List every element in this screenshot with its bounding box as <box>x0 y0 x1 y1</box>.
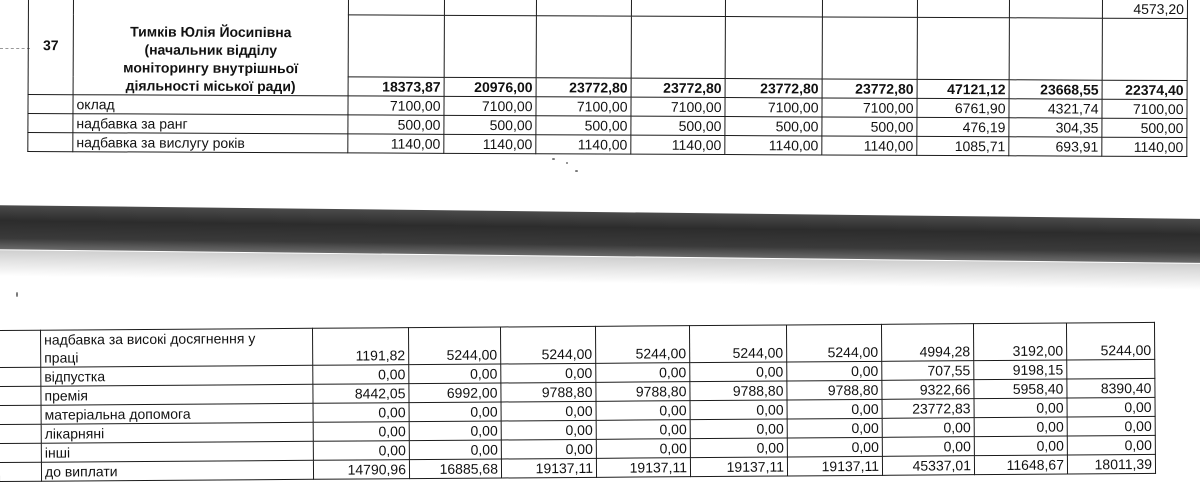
scan-speck <box>552 158 555 160</box>
row-label: до виплати <box>41 460 313 481</box>
table-cell: 1140,00 <box>444 134 536 153</box>
row-number: 37 <box>28 0 73 95</box>
table-cell <box>0 443 41 462</box>
table-cell: 9198,15 <box>974 360 1067 380</box>
table-cell <box>28 95 73 114</box>
table-cell: 4994,28 <box>881 324 973 362</box>
table-cell: 1140,00 <box>1102 137 1187 156</box>
table-cell: 0,00 <box>409 421 501 441</box>
table-cell: 8442,05 <box>313 384 409 404</box>
table-cell <box>725 17 822 79</box>
table-cell: 1191,82 <box>312 328 408 366</box>
table-cell: 5244,00 <box>595 326 689 364</box>
table-cell: 7100,00 <box>631 97 725 116</box>
table-cell: 19137,11 <box>787 456 882 476</box>
table-cell <box>1009 0 1102 18</box>
employee-name: Тимків Юлія Йосипівна <box>130 23 292 41</box>
table-cell: 500,00 <box>822 117 917 136</box>
employee-position-line: діяльності міської ради) <box>125 77 296 95</box>
table-cell: 18011,39 <box>1067 454 1155 474</box>
table-cell: 500,00 <box>1102 118 1187 137</box>
table-cell <box>631 16 725 78</box>
table-cell <box>0 462 42 481</box>
table-cell: 0,00 <box>596 439 690 459</box>
table-cell <box>348 15 444 77</box>
table-cell: 5244,00 <box>786 324 881 362</box>
table-cell: 693,91 <box>1009 137 1102 156</box>
table-cell: 1140,00 <box>725 136 822 155</box>
table-cell: 7100,00 <box>444 96 536 115</box>
table-cell: 0,00 <box>409 364 501 384</box>
table-cell: 6761,90 <box>917 98 1009 117</box>
table-cell <box>0 386 41 405</box>
table-cell: 7100,00 <box>1102 99 1187 118</box>
table-cell: 1140,00 <box>348 134 444 153</box>
table-cell: 0,00 <box>1067 397 1155 417</box>
row-label: матеріальна допомога <box>41 403 313 424</box>
salary-table-bottom <box>0 322 1156 482</box>
table-cell: 23772,83 <box>882 399 974 419</box>
scan-speck <box>575 170 578 172</box>
table-cell: 7100,00 <box>348 96 444 115</box>
table-cell: 7100,00 <box>536 97 631 116</box>
table-cell <box>536 0 631 16</box>
table-cell: 19137,11 <box>501 458 596 478</box>
table-cell: 1140,00 <box>822 136 917 155</box>
table-cell: 0,00 <box>596 420 690 440</box>
table-cell: 0,00 <box>409 440 501 460</box>
table-cell: 500,00 <box>536 116 631 135</box>
table-cell: 476,19 <box>917 117 1009 136</box>
table-cell: 0,00 <box>690 400 787 420</box>
table-cell: 500,00 <box>348 115 444 134</box>
table-cell: 4321,74 <box>1009 99 1102 118</box>
total-cell: 47121,12 <box>917 79 1009 98</box>
table-cell: 5244,00 <box>408 327 500 365</box>
table-cell: 7100,00 <box>725 98 822 117</box>
table-cell: 9322,66 <box>882 380 974 400</box>
table-cell <box>0 424 41 443</box>
table-cell: 0,00 <box>974 436 1067 456</box>
row-label-line: праці <box>44 349 79 366</box>
table-cell: 5244,00 <box>500 326 595 364</box>
table-cell <box>917 0 1009 18</box>
table-cell: 0,00 <box>501 439 596 459</box>
scan-speck <box>16 292 18 297</box>
table-cell: 7100,00 <box>822 98 917 117</box>
total-cell: 23772,80 <box>536 78 631 97</box>
table-cell: 0,00 <box>882 418 974 438</box>
table-row-seniority-bonus <box>28 133 1187 157</box>
table-cell: 11648,67 <box>974 455 1067 475</box>
table-cell: 4573,20 <box>1102 0 1187 19</box>
table-cell: 0,00 <box>596 401 690 421</box>
employee-position-line: моніторингу внутрішньої <box>123 59 299 77</box>
table-cell: 0,00 <box>690 362 787 382</box>
row-label-line: надбавка за високі досягнення у <box>44 330 256 348</box>
row-label: премія <box>41 384 313 405</box>
table-cell: 304,35 <box>1009 118 1102 137</box>
table-cell <box>631 0 725 17</box>
table-cell <box>822 0 917 17</box>
table-cell: 0,00 <box>313 422 409 442</box>
table-cell: 9788,80 <box>690 381 787 401</box>
table-cell: 14790,96 <box>313 460 409 480</box>
table-cell: 0,00 <box>1067 435 1155 455</box>
table-cell <box>28 114 73 133</box>
table-cell: 5244,00 <box>689 325 786 363</box>
total-cell: 23772,80 <box>631 78 725 97</box>
row-label: відпустка <box>41 365 313 386</box>
table-cell: 8390,40 <box>1067 378 1155 398</box>
table-cell: 0,00 <box>690 438 787 458</box>
table-cell <box>0 405 41 424</box>
table-cell: 0,00 <box>501 420 596 440</box>
table-cell <box>444 0 536 16</box>
table-cell: 707,55 <box>882 361 974 381</box>
total-cell: 23668,55 <box>1009 80 1102 99</box>
table-cell: 0,00 <box>313 365 409 385</box>
table-cell: 1140,00 <box>536 135 631 154</box>
row-label: інші <box>41 441 313 462</box>
row-label: надбавка за вислугу років <box>73 133 348 153</box>
table-cell <box>0 367 41 386</box>
table-cell: 9788,80 <box>501 382 596 402</box>
row-label: лікарняні <box>41 422 313 443</box>
scan-speck <box>566 162 568 164</box>
table-cell <box>28 133 73 152</box>
total-cell: 23772,80 <box>822 79 917 98</box>
table-cell: 0,00 <box>501 363 596 383</box>
table-cell: 9788,80 <box>596 382 690 402</box>
total-cell: 23772,80 <box>725 79 822 98</box>
table-cell: 9788,80 <box>787 380 882 400</box>
scan-artifact-line <box>0 48 30 49</box>
table-cell: 0,00 <box>313 441 409 461</box>
table-cell <box>348 0 444 15</box>
table-cell <box>536 16 631 78</box>
table-cell: 0,00 <box>409 402 501 422</box>
table-cell: 0,00 <box>1067 416 1155 436</box>
table-cell: 1140,00 <box>631 135 725 154</box>
table-cell <box>1067 359 1155 379</box>
table-cell <box>822 17 917 79</box>
table-cell: 0,00 <box>787 418 882 438</box>
table-cell: 0,00 <box>596 363 690 383</box>
table-cell: 1085,71 <box>917 136 1009 155</box>
table-cell: 0,00 <box>882 437 974 457</box>
row-label <box>41 328 313 367</box>
table-cell: 5958,40 <box>974 379 1067 399</box>
table-cell: 500,00 <box>725 117 822 136</box>
table-cell <box>1102 18 1187 80</box>
table-cell <box>917 17 1009 79</box>
table-cell <box>1009 18 1102 80</box>
table-cell: 0,00 <box>974 398 1067 418</box>
table-cell <box>444 15 536 77</box>
total-cell: 22374,40 <box>1102 80 1187 99</box>
table-cell: 0,00 <box>787 361 882 381</box>
table-cell: 19137,11 <box>690 457 787 477</box>
table-cell <box>725 0 822 17</box>
total-cell: 20976,00 <box>444 77 536 96</box>
table-cell: 0,00 <box>787 437 882 457</box>
table-cell: 16885,68 <box>409 459 501 479</box>
table-cell: 500,00 <box>631 116 725 135</box>
table-cell: 0,00 <box>787 399 882 419</box>
row-label: оклад <box>73 95 348 115</box>
table-cell <box>0 330 41 367</box>
total-cell: 18373,87 <box>348 77 444 96</box>
table-cell: 0,00 <box>313 403 409 423</box>
table-cell: 6992,00 <box>409 383 501 403</box>
row-label: надбавка за ранг <box>73 114 348 134</box>
employee-name-cell <box>73 0 348 96</box>
employee-position-line: (начальник відділу <box>144 41 278 59</box>
salary-table-top <box>27 0 1188 157</box>
table-cell: 19137,11 <box>596 458 690 478</box>
table-cell: 45337,01 <box>882 456 974 476</box>
table-cell: 0,00 <box>974 417 1067 437</box>
table-cell: 3192,00 <box>973 323 1066 361</box>
table-cell: 5244,00 <box>1066 322 1154 360</box>
table-cell: 0,00 <box>501 401 596 421</box>
table-cell: 500,00 <box>444 115 536 134</box>
table-cell: 0,00 <box>690 419 787 439</box>
